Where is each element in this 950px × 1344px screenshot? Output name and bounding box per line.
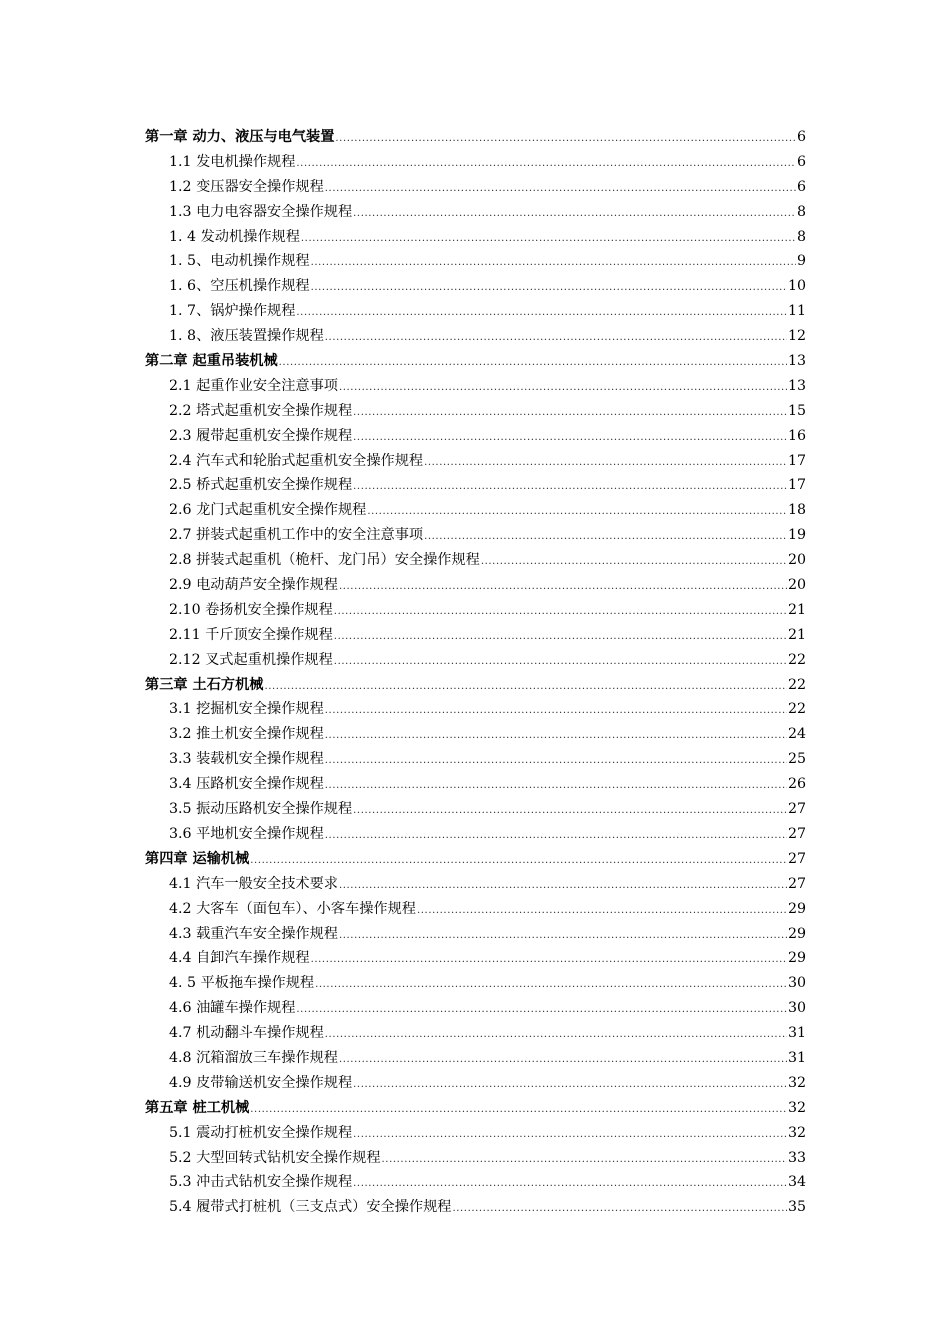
toc-section-entry[interactable] [145,822,806,847]
dot-leader [417,899,787,922]
toc-section-entry[interactable] [145,548,806,573]
toc-entry-title[interactable]: 1.1 发电机操作规程 [169,153,296,170]
toc-page-number[interactable]: 32 [787,1124,806,1141]
toc-section-entry[interactable] [145,996,806,1021]
toc-section-entry[interactable] [145,299,806,324]
toc-page-number[interactable]: 17 [787,477,806,494]
dot-leader [325,724,787,747]
toc-page-number[interactable]: 8 [796,203,806,220]
toc-page-number[interactable]: 35 [787,1199,806,1216]
toc-entry-title[interactable]: 5.3 冲击式钻机安全操作规程 [169,1174,353,1191]
dot-leader [250,1098,787,1121]
toc-page-number[interactable]: 25 [787,751,806,768]
toc-entry-title[interactable]: 3.6 平地机安全操作规程 [169,825,324,842]
toc-section-entry[interactable] [145,1170,806,1195]
dot-leader [311,251,796,274]
toc-entry-title[interactable]: 2.8 拼装式起重机（桅杆、龙门吊）安全操作规程 [169,552,480,569]
dot-leader [353,1073,787,1096]
toc-entry-title[interactable]: 2.2 塔式起重机安全操作规程 [169,402,353,419]
toc-entry-title[interactable]: 2.11 千斤顶安全操作规程 [169,626,333,643]
dot-leader [325,749,787,772]
dot-leader [296,152,796,175]
dot-leader [334,600,787,623]
toc-page-number[interactable]: 22 [787,701,806,718]
dot-leader [279,351,787,374]
toc-section-entry[interactable] [145,648,806,673]
dot-leader [424,525,787,548]
dot-leader [296,301,787,324]
toc-entry-title[interactable]: 4.7 机动翻斗车操作规程 [169,1025,324,1042]
toc-page-number[interactable]: 13 [787,377,806,394]
dot-leader [367,500,787,523]
dot-leader [339,376,787,399]
toc-entry-title[interactable]: 3.3 装载机安全操作规程 [169,751,324,768]
toc-entry-title[interactable]: 3.4 压路机安全操作规程 [169,776,324,793]
toc-section-entry[interactable] [145,1071,806,1096]
toc-page-number[interactable]: 22 [787,651,806,668]
toc-section-entry[interactable] [145,872,806,897]
dot-leader [339,924,787,947]
toc-entry-title[interactable]: 1. 5、电动机操作规程 [169,253,310,270]
toc-chapter-entry[interactable] [145,673,806,698]
toc-section-entry[interactable] [145,946,806,971]
toc-chapter-entry[interactable] [145,847,806,872]
toc-entry-title[interactable]: 1. 4 发动机操作规程 [169,228,300,245]
dot-leader [325,824,787,847]
toc-section-entry[interactable] [145,772,806,797]
toc-entry-title[interactable]: 第一章 动力、液压与电气装置 [145,129,335,145]
toc-page-number[interactable]: 19 [787,527,806,544]
toc-section-entry[interactable] [145,249,806,274]
toc-chapter-entry[interactable] [145,1096,806,1121]
toc-section-entry[interactable] [145,1021,806,1046]
toc-page-number[interactable]: 18 [787,502,806,519]
toc-page-number[interactable]: 33 [787,1149,806,1166]
toc-section-entry[interactable] [145,797,806,822]
toc-entry-title[interactable]: 第四章 运输机械 [145,850,250,867]
toc-page-number[interactable]: 31 [787,1025,806,1042]
toc-page-number[interactable]: 32 [787,1074,806,1091]
dot-leader [339,575,787,598]
toc-entry-title[interactable]: 4.1 汽车一般安全技术要求 [169,875,338,892]
dot-leader [424,451,787,474]
toc-section-entry[interactable] [145,324,806,349]
toc-section-entry[interactable] [145,225,806,250]
toc-page-number[interactable]: 26 [787,776,806,793]
toc-page-number[interactable]: 29 [787,925,806,942]
dot-leader [353,1172,787,1195]
dot-leader [325,699,787,722]
toc-page-number[interactable]: 21 [787,626,806,643]
dot-leader [353,202,796,225]
toc-section-entry[interactable] [145,1046,806,1071]
toc-page-number[interactable]: 6 [796,129,806,145]
toc-entry-title[interactable]: 2.12 叉式起重机操作规程 [169,651,333,668]
toc-entry-title[interactable]: 4. 5 平板拖车操作规程 [169,975,315,992]
toc-entry-title[interactable]: 1. 6、空压机操作规程 [169,278,310,295]
toc-page-number[interactable]: 34 [787,1174,806,1191]
dot-leader [334,625,787,648]
toc-section-entry[interactable] [145,523,806,548]
dot-leader [353,426,787,449]
toc-section-entry[interactable] [145,1195,806,1220]
dot-leader [382,1148,787,1171]
toc-section-entry[interactable] [145,274,806,299]
toc-page-number[interactable]: 21 [787,601,806,618]
toc-entry-title[interactable]: 4.9 皮带输送机安全操作规程 [169,1074,353,1091]
toc-section-entry[interactable] [145,473,806,498]
dot-leader [339,874,787,897]
dot-leader [315,973,787,996]
toc-entry-title[interactable]: 4.3 载重汽车安全操作规程 [169,925,338,942]
toc-page-number[interactable]: 27 [787,850,806,867]
toc-page-number[interactable]: 13 [787,353,806,370]
toc-entry-title[interactable]: 第二章 起重吊装机械 [145,353,278,370]
toc-entry-title[interactable]: 4.8 沉箱溜放三车操作规程 [169,1049,338,1066]
toc-section-entry[interactable] [145,1146,806,1171]
toc-section-entry[interactable] [145,399,806,424]
toc-section-entry[interactable] [145,573,806,598]
toc-section-entry[interactable] [145,897,806,922]
dot-leader [339,1048,787,1071]
toc-entry-title[interactable]: 1. 8、液压装置操作规程 [169,328,324,345]
toc-section-entry[interactable] [145,922,806,947]
toc-chapter-entry[interactable] [145,349,806,374]
toc-entry-title[interactable]: 3.2 推土机安全操作规程 [169,726,324,743]
toc-section-entry[interactable] [145,747,806,772]
toc-entry-title[interactable]: 2.1 起重作业安全注意事项 [169,377,338,394]
table-of-contents [145,125,806,1220]
dot-leader [452,1197,786,1220]
toc-entry-title[interactable]: 2.10 卷扬机安全操作规程 [169,601,333,618]
toc-entry-title[interactable]: 2.7 拼装式起重机工作中的安全注意事项 [169,527,424,544]
toc-page-number[interactable]: 20 [787,577,806,594]
toc-page-number[interactable]: 32 [787,1099,806,1116]
toc-section-entry[interactable] [145,175,806,200]
toc-page-number[interactable]: 30 [787,975,806,992]
toc-entry-title[interactable]: 2.9 电动葫芦安全操作规程 [169,577,338,594]
toc-chapter-entry[interactable] [145,125,806,150]
dot-leader [353,799,787,822]
toc-page-number[interactable]: 10 [787,278,806,295]
toc-page-number[interactable]: 27 [787,825,806,842]
dot-leader [296,998,787,1021]
toc-page-number[interactable]: 17 [787,452,806,469]
toc-entry-title[interactable]: 2.5 桥式起重机安全操作规程 [169,477,353,494]
toc-page-number[interactable]: 31 [787,1049,806,1066]
toc-page-number[interactable]: 9 [796,253,806,270]
toc-section-entry[interactable] [145,150,806,175]
toc-section-entry[interactable] [145,374,806,399]
dot-leader [325,177,796,200]
dot-leader [264,675,786,698]
dot-leader [325,1023,787,1046]
dot-leader [301,227,796,250]
toc-entry-title[interactable]: 3.1 挖掘机安全操作规程 [169,701,324,718]
toc-section-entry[interactable] [145,598,806,623]
toc-entry-title[interactable]: 3.5 振动压路机安全操作规程 [169,801,353,818]
toc-page-number[interactable]: 6 [796,178,806,195]
toc-page-number[interactable]: 8 [796,228,806,245]
toc-page-number[interactable]: 27 [787,801,806,818]
toc-page-number[interactable]: 30 [787,1000,806,1017]
toc-entry-title[interactable]: 4.4 自卸汽车操作规程 [169,950,310,967]
toc-page-number[interactable]: 16 [787,427,806,444]
toc-entry-title[interactable]: 1. 7、锅炉操作规程 [169,303,296,320]
dot-leader [311,276,787,299]
toc-entry-title[interactable]: 2.4 汽车式和轮胎式起重机安全操作规程 [169,452,424,469]
toc-page-number[interactable]: 29 [787,950,806,967]
toc-section-entry[interactable] [145,971,806,996]
dot-leader [250,849,787,872]
toc-page-number[interactable]: 15 [787,402,806,419]
toc-page-number[interactable]: 12 [787,328,806,345]
dot-leader [353,401,787,424]
dot-leader [325,326,787,349]
toc-entry-title[interactable]: 4.6 油罐车操作规程 [169,1000,296,1017]
dot-leader [481,550,787,573]
dot-leader [335,127,796,150]
toc-entry-title[interactable]: 5.1 震动打桩机安全操作规程 [169,1124,353,1141]
toc-entry-title[interactable]: 5.4 履带式打桩机（三支点式）安全操作规程 [169,1199,452,1216]
dot-leader [353,475,787,498]
dot-leader [311,948,787,971]
toc-entry-title[interactable]: 2.6 龙门式起重机安全操作规程 [169,502,367,519]
toc-section-entry[interactable] [145,200,806,225]
toc-section-entry[interactable] [145,1121,806,1146]
toc-section-entry[interactable] [145,697,806,722]
toc-page-number[interactable]: 20 [787,552,806,569]
toc-page-number[interactable]: 22 [787,676,806,693]
toc-section-entry[interactable] [145,424,806,449]
toc-entry-title[interactable]: 第五章 桩工机械 [145,1099,250,1116]
toc-entry-title[interactable]: 2.3 履带起重机安全操作规程 [169,427,353,444]
toc-section-entry[interactable] [145,498,806,523]
toc-entry-title[interactable]: 4.2 大客车（面包车）、小客车操作规程 [169,900,416,917]
toc-entry-title[interactable]: 5.2 大型回转式钻机安全操作规程 [169,1149,381,1166]
toc-entry-title[interactable]: 第三章 土石方机械 [145,676,264,693]
dot-leader [353,1123,787,1146]
toc-page-number[interactable]: 6 [796,153,806,170]
toc-entry-title[interactable]: 1.3 电力电容器安全操作规程 [169,203,353,220]
dot-leader [334,650,787,673]
dot-leader [325,774,787,797]
toc-entry-title[interactable]: 1.2 变压器安全操作规程 [169,178,324,195]
toc-page-number[interactable]: 29 [787,900,806,917]
toc-page-number[interactable]: 24 [787,726,806,743]
toc-page-number[interactable]: 11 [787,303,806,320]
toc-section-entry[interactable] [145,623,806,648]
toc-page-number[interactable]: 27 [787,875,806,892]
toc-section-entry[interactable] [145,722,806,747]
toc-section-entry[interactable] [145,449,806,474]
